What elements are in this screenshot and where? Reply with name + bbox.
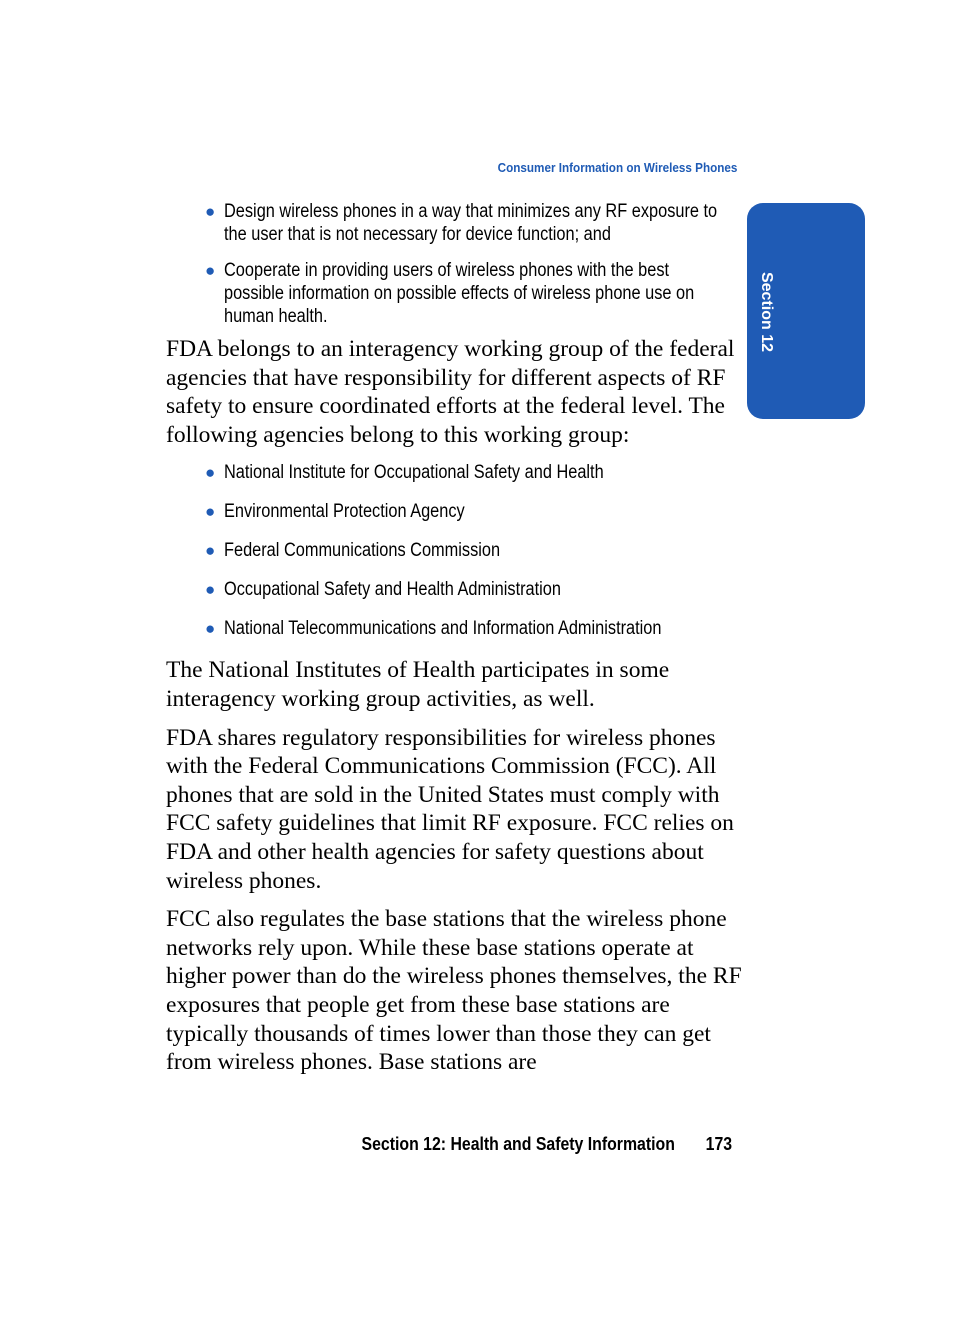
list-item [166, 200, 736, 246]
list-item [166, 578, 736, 601]
bullet-list-top [166, 200, 736, 328]
bullet-icon: ● [205, 502, 216, 522]
page-content [166, 200, 742, 1087]
list-item [166, 259, 736, 328]
list-item-text: Cooperate in providing users of wireless phones with the best possible information on possible effects of wireless phone use on human health. [224, 260, 695, 327]
paragraph: FDA shares regulatory responsibilities for wireless phones with the Federal Communications Commission (FCC). All phones that are sold in the United States must comply with FCC safety guidelines that limit RF exposure. FCC relies on FDA and other health agencies for safety questions about wireless phones. [166, 724, 734, 894]
bullet-icon: ● [205, 619, 216, 639]
list-item [166, 500, 736, 523]
bullet-icon: ● [205, 580, 216, 600]
list-item-text: Design wireless phones in a way that minimizes any RF exposure to the user that is not necessary for device function; and [224, 201, 718, 245]
bullet-icon: ● [205, 463, 216, 483]
agency-list [166, 461, 736, 640]
running-header: Consumer Information on Wireless Phones [497, 160, 737, 175]
list-item-text: National Telecommunications and Information Administration [224, 618, 662, 640]
list-item [166, 461, 736, 484]
list-item [166, 617, 736, 640]
bullet-icon: ● [205, 541, 216, 561]
section-tab-label: Section 12 [758, 271, 775, 353]
paragraph: FDA belongs to an interagency working group of the federal agencies that have responsibility for different aspects of RF safety to ensure coordinated efforts at the federal level. The following agencies belong to this working group: [166, 336, 735, 448]
list-item-text: Occupational Safety and Health Administration [224, 579, 561, 601]
footer-section-title: Section 12: Health and Safety Information [361, 1134, 675, 1154]
bullet-icon: ● [205, 261, 216, 280]
list-item-text: Federal Communications Commission [224, 540, 501, 562]
list-item [166, 539, 736, 562]
list-item-text: National Institute for Occupational Safety and Health [224, 462, 604, 484]
paragraph: The National Institutes of Health participates in some interagency working group activities, as well. [166, 657, 670, 712]
page-footer [361, 1134, 732, 1155]
bullet-icon: ● [205, 202, 216, 221]
page-number: 173 [705, 1134, 732, 1154]
paragraph: FCC also regulates the base stations that the wireless phone networks rely upon. While these base stations operate at higher power than do the wireless phones themselves, the RF exposures that people get from these base stations are typically thousands of times lower than those they can get from wireless phones. Base stations are [166, 906, 742, 1076]
list-item-text: Environmental Protection Agency [224, 501, 465, 523]
